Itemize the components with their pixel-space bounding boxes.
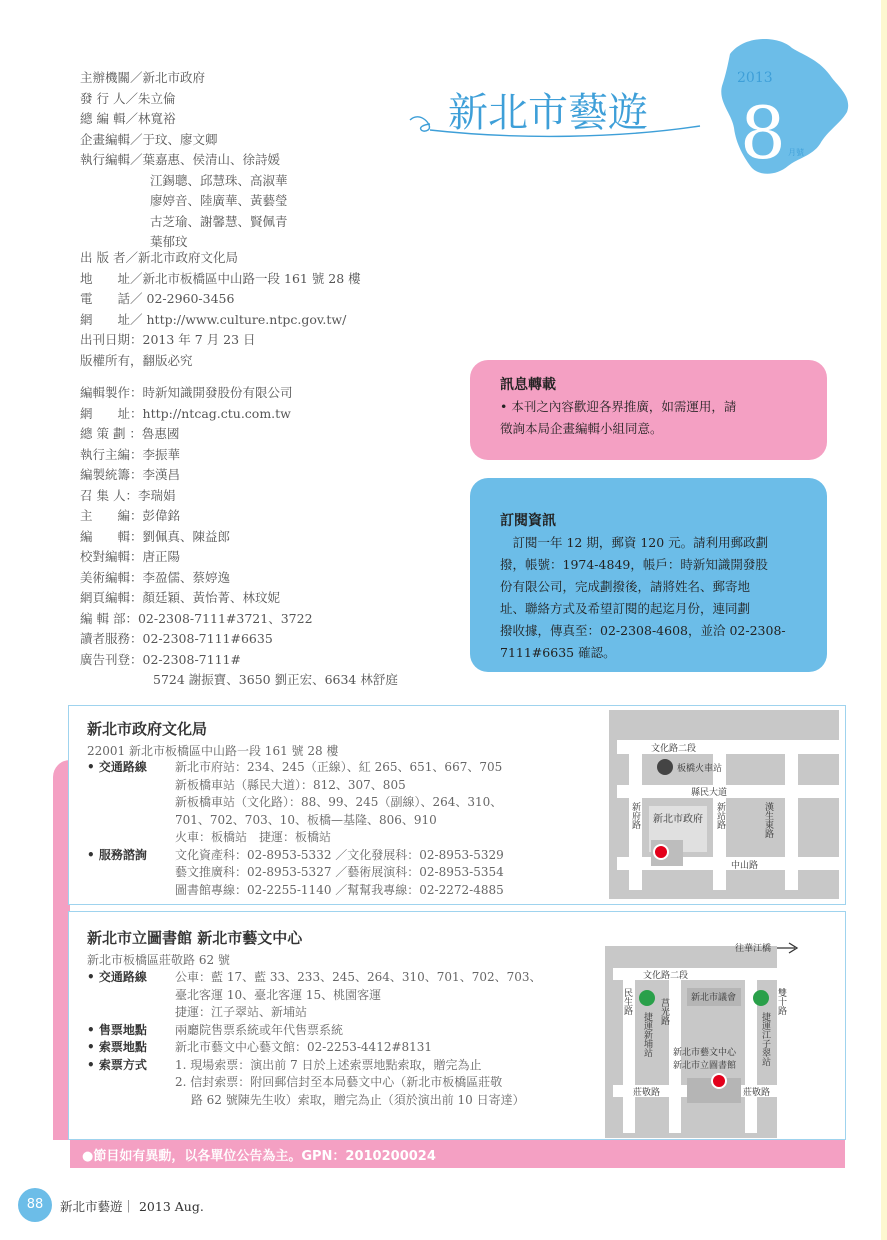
venue-info-lines [175, 1057, 525, 1110]
credit-row [80, 527, 398, 548]
credit-row [80, 310, 361, 331]
subscribe-line: 撥，帳號：1974-4849，帳戶：時新知識開發股 [500, 557, 768, 572]
credit-value: 新北市政府文化局 [137, 250, 238, 265]
venue-info-item [87, 969, 542, 1022]
credit-label: 廣告刊登： [80, 651, 143, 667]
venue-info-line: 圖書館專線：02-2255-1140 ／幫幫我專線：02-2272-4885 [175, 882, 504, 897]
credit-row [80, 404, 398, 425]
credits-publication [80, 248, 361, 371]
footer-note: ●節目如有異動，以各單位公告為主。GPN：2010200024 [82, 1149, 436, 1164]
venue-info-line: 捷運：江子翠站、新埔站 [175, 1005, 308, 1019]
credit-label: 編 輯： [80, 528, 143, 544]
credit-value: 于玟、廖文卿 [142, 131, 218, 147]
arrow-right-icon [777, 943, 797, 953]
credit-row [80, 351, 361, 372]
credit-row [80, 424, 398, 445]
subscribe-info-box [470, 478, 827, 672]
venue-info-line: 路 62 號陳先生收）索取，贈完為止（須於演出前 10 日寄達） [175, 1092, 525, 1107]
credit-value: 葉嘉惠、侯清山、徐詩媛 [142, 152, 281, 167]
venue-info-label: • 服務諮詢 [87, 847, 147, 862]
credit-value: 02-2308-7111#3721、3722 [137, 610, 313, 626]
credit-label: 發 行 人／ [80, 90, 138, 106]
credit-value: 李漢昌 [142, 467, 181, 482]
venue-library-arts-center [68, 911, 846, 1140]
credit-value: 劉佩真、陳益郎 [142, 528, 231, 544]
credit-row [80, 506, 398, 527]
credit-value: 唐正陽 [142, 549, 181, 564]
credit-value: 新北市板橋區中山路一段 161 號 28 樓 [142, 270, 361, 286]
venue-info-line: 1. 現場索票：演出前 7 日於上述索票地點索取，贈完為止 [175, 1057, 482, 1072]
reprint-line: 徵詢本局企畫編輯小組同意。 [500, 421, 663, 436]
credit-label: 總 編 輯／ [80, 111, 138, 126]
mrt-icon [639, 990, 655, 1006]
credit-label: 執行編輯／ [80, 152, 143, 167]
credit-value: 2013 年 7 月 23 日 [142, 332, 256, 347]
venue-info-line: 臺北客運 10、臺北客運 15、桃園客運 [175, 987, 382, 1002]
venue-address: 22001 新北市板橋區中山路一段 161 號 28 樓 [87, 744, 339, 758]
map-road-label: 民生路 [622, 988, 632, 1015]
map-library-arts-center [605, 938, 842, 1138]
masthead-year: 2013 [737, 70, 773, 86]
credit-row [80, 629, 398, 650]
credit-value: 02-2308-7111#6635 [142, 631, 273, 646]
subscribe-line: 7111#6635 確認。 [500, 645, 616, 660]
venue-info-line: 新板橋車站（文化路）：88、99、245（副線）、264、310、 [175, 795, 503, 809]
credit-value: http://ntcag.ctu.com.tw [142, 405, 291, 421]
venue-info-line: 文化資產科：02-8953-5332 ／文化發展科：02-8953-5329 [175, 847, 504, 862]
venue-info-item [87, 1022, 542, 1040]
map-road-label: 新府路 [630, 802, 640, 829]
map-road-label: 雙十路 [776, 988, 786, 1015]
venue-info-item [87, 847, 504, 900]
credit-label: 校對編輯： [80, 549, 143, 564]
credit-label: 版權所有， [80, 352, 143, 368]
credit-label: 召 集 人： [80, 487, 138, 503]
credit-label: 企畫編輯／ [80, 131, 143, 147]
masthead-month-suffix: 月號 [788, 148, 804, 157]
venue-info-line: 新板橋車站（縣民大道）：812、307、805 [175, 777, 406, 792]
venue-name: 新北市立圖書館 新北市藝文中心 [87, 929, 303, 947]
credit-row-continued: 廖婷音、陸廣華、黃藝瑩 [150, 193, 288, 208]
credit-label: 主辦機關／ [80, 70, 143, 85]
credit-row [80, 465, 398, 486]
venue-info-list [87, 969, 542, 1109]
credit-label: 地 址／ [80, 270, 143, 286]
credit-label: 電 話／ [80, 291, 143, 306]
venue-info-line: 新北市府站：234、245（正線）、紅 265、651、667、705 [175, 760, 503, 774]
venue-info-line: 701、702、703、10、板橋—基隆、806、910 [175, 812, 437, 827]
credit-row [80, 609, 398, 630]
credit-value: 顏廷穎、黃怡菁、林玟妮 [142, 590, 281, 605]
credit-value: 時新知識開發股份有限公司 [142, 385, 293, 400]
venue-info-item [87, 1057, 542, 1110]
venue-info-item [87, 1039, 542, 1057]
map-building-label: 新北市立圖書館 [673, 1061, 737, 1071]
credit-value: 魯惠國 [141, 426, 180, 441]
venue-info-label: • 交通路線 [87, 970, 147, 984]
location-marker-icon [654, 845, 668, 859]
credit-label: 網 址／ [80, 311, 143, 327]
credit-row [80, 568, 398, 589]
credit-row [80, 547, 398, 568]
credit-row [80, 330, 361, 351]
venue-info-label: • 索票方式 [87, 1057, 147, 1072]
credit-row [80, 269, 361, 290]
map-road-label: 莊敬路 [743, 1088, 771, 1098]
subscribe-line: 訂閱一年 12 期，郵資 120 元。請利用郵政劃 [500, 535, 769, 550]
venue-info-lines [175, 847, 504, 900]
credit-row [80, 650, 398, 671]
credit-value: 02-2308-7111# [142, 651, 241, 667]
subscribe-heading: 訂閱資訊 [500, 513, 556, 529]
page-number: 88 [18, 1188, 52, 1222]
venue-info-line: 2. 信封索票：附回郵信封至本局藝文中心（新北市板橋區莊敬 [175, 1075, 503, 1089]
train-icon [657, 759, 673, 775]
map-road-label: 莊敬路 [633, 1088, 661, 1098]
credits-publisher [80, 68, 288, 253]
venue-culture-bureau [68, 705, 846, 905]
credit-label: 讀者服務： [80, 631, 143, 646]
subscribe-line: 份有限公司，完成劃撥後，請將姓名、郵寄地 [500, 579, 751, 594]
credit-label: 出 版 者／ [80, 250, 138, 265]
venue-info-list [87, 759, 504, 899]
credit-label: 總 策 劃 ： [80, 426, 142, 441]
map-mrt-label: 捷運江子翠站 [760, 1012, 770, 1066]
map-road-label: 莒光路 [659, 998, 669, 1025]
credit-row [80, 130, 288, 151]
masthead [400, 30, 887, 200]
credit-value: 李盈儒、蔡婷逸 [142, 569, 231, 585]
venue-info-lines [175, 1039, 432, 1057]
map-road-label: 新站路 [715, 802, 725, 829]
credit-row-continued: 葉郁玟 [150, 234, 188, 249]
venue-info-lines [175, 759, 502, 847]
venue-info-line: 公車：藍 17、藍 33、233、245、264、310、701、702、703、 [175, 970, 542, 984]
credit-label: 美術編輯： [80, 569, 143, 585]
credits-production [80, 383, 398, 691]
venue-info-label: • 索票地點 [87, 1040, 147, 1054]
mrt-icon [753, 990, 769, 1006]
map-mrt-label: 捷運新埔站 [642, 1012, 652, 1057]
credit-label: 網 址： [80, 405, 143, 421]
credit-label: 編 輯 部： [80, 610, 138, 626]
venue-info-line: 新北市藝文中心藝文館：02-2253-4412#8131 [175, 1040, 433, 1054]
credit-row [80, 89, 288, 110]
credit-row [80, 68, 288, 89]
credit-value: 02-2960-3456 [142, 291, 235, 306]
credit-row-continued: 5724 謝振寶、3650 劉正宏、6634 林舒庭 [153, 672, 398, 687]
subscribe-line: 址、聯絡方式及希望訂閱的起迄月份，連同劃 [500, 601, 751, 616]
venue-address: 新北市板橋區莊敬路 62 號 [87, 953, 230, 967]
credit-row [80, 486, 398, 507]
masthead-title: 新北市藝遊 [448, 90, 648, 136]
credit-row-continued: 古芝瑜、謝馨慧、賢佩青 [150, 213, 288, 229]
map-direction-label: 往華江橋 [735, 944, 772, 954]
venue-info-line: 藝文推廣科：02-8953-5327 ／藝術展演科：02-8953-5354 [175, 865, 504, 879]
credit-row [80, 588, 398, 609]
credit-label: 編製統籌： [80, 467, 143, 482]
venue-info-label: • 交通路線 [87, 760, 147, 774]
credit-row-continued: 江錫聰、邱慧珠、高淑華 [150, 172, 288, 188]
masthead-month-number: 8 [740, 91, 786, 175]
credit-value: http://www.culture.ntpc.gov.tw/ [142, 311, 347, 327]
credit-label: 編輯製作： [80, 385, 143, 400]
subscribe-line: 撥收據，傳真至：02-2308-4608，並洽 02-2308- [500, 623, 786, 638]
map-road-label: 中山路 [731, 861, 759, 871]
map-building-label: 新北市議會 [691, 993, 737, 1003]
venue-info-line: 兩廳院售票系統或年代售票系統 [175, 1022, 344, 1037]
map-building-label: 新北市藝文中心 [673, 1048, 737, 1058]
credit-row [80, 445, 398, 466]
credit-row [80, 383, 398, 404]
credit-row [80, 248, 361, 269]
running-footer: 新北市藝遊｜ 2013 Aug. [60, 1199, 204, 1214]
map-building-label: 新北市政府 [653, 814, 703, 825]
credit-label: 出刊日期： [80, 332, 143, 347]
credit-label: 網頁編輯： [80, 590, 143, 605]
venue-name: 新北市政府文化局 [87, 720, 208, 738]
map-road-label: 文化路二段 [643, 971, 689, 981]
credit-value: 林寬裕 [137, 111, 176, 126]
venue-info-line: 火車：板橋站 捷運：板橋站 [175, 830, 332, 844]
map-road-label: 縣民大道 [691, 788, 728, 798]
credit-value: 李瑞娟 [137, 487, 176, 503]
venue-info-label: • 售票地點 [87, 1022, 147, 1037]
credit-label: 主 編： [80, 508, 143, 523]
map-road-label: 文化路二段 [651, 744, 697, 754]
credit-value: 李振華 [142, 446, 181, 462]
reprint-info-box [470, 360, 827, 460]
location-marker-icon [712, 1074, 726, 1088]
credit-value: 彭偉銘 [142, 508, 181, 523]
credit-label: 執行主編： [80, 446, 143, 462]
reprint-line: • 本刊之內容歡迎各界推廣，如需運用，請 [500, 399, 737, 414]
credit-row [80, 109, 288, 130]
venue-info-lines [175, 1022, 343, 1040]
credit-value: 翻版必究 [142, 352, 193, 368]
reprint-heading: 訊息轉載 [500, 377, 556, 393]
credit-value: 朱立倫 [137, 90, 176, 106]
map-station-label: 板橋火車站 [677, 764, 723, 774]
map-road-label: 漢生東路 [763, 802, 773, 838]
credit-row [80, 150, 288, 171]
credit-row [80, 289, 361, 310]
venue-info-item [87, 759, 504, 847]
credit-value: 新北市政府 [142, 70, 206, 85]
venue-info-lines [175, 969, 542, 1022]
map-culture-bureau [609, 710, 839, 899]
